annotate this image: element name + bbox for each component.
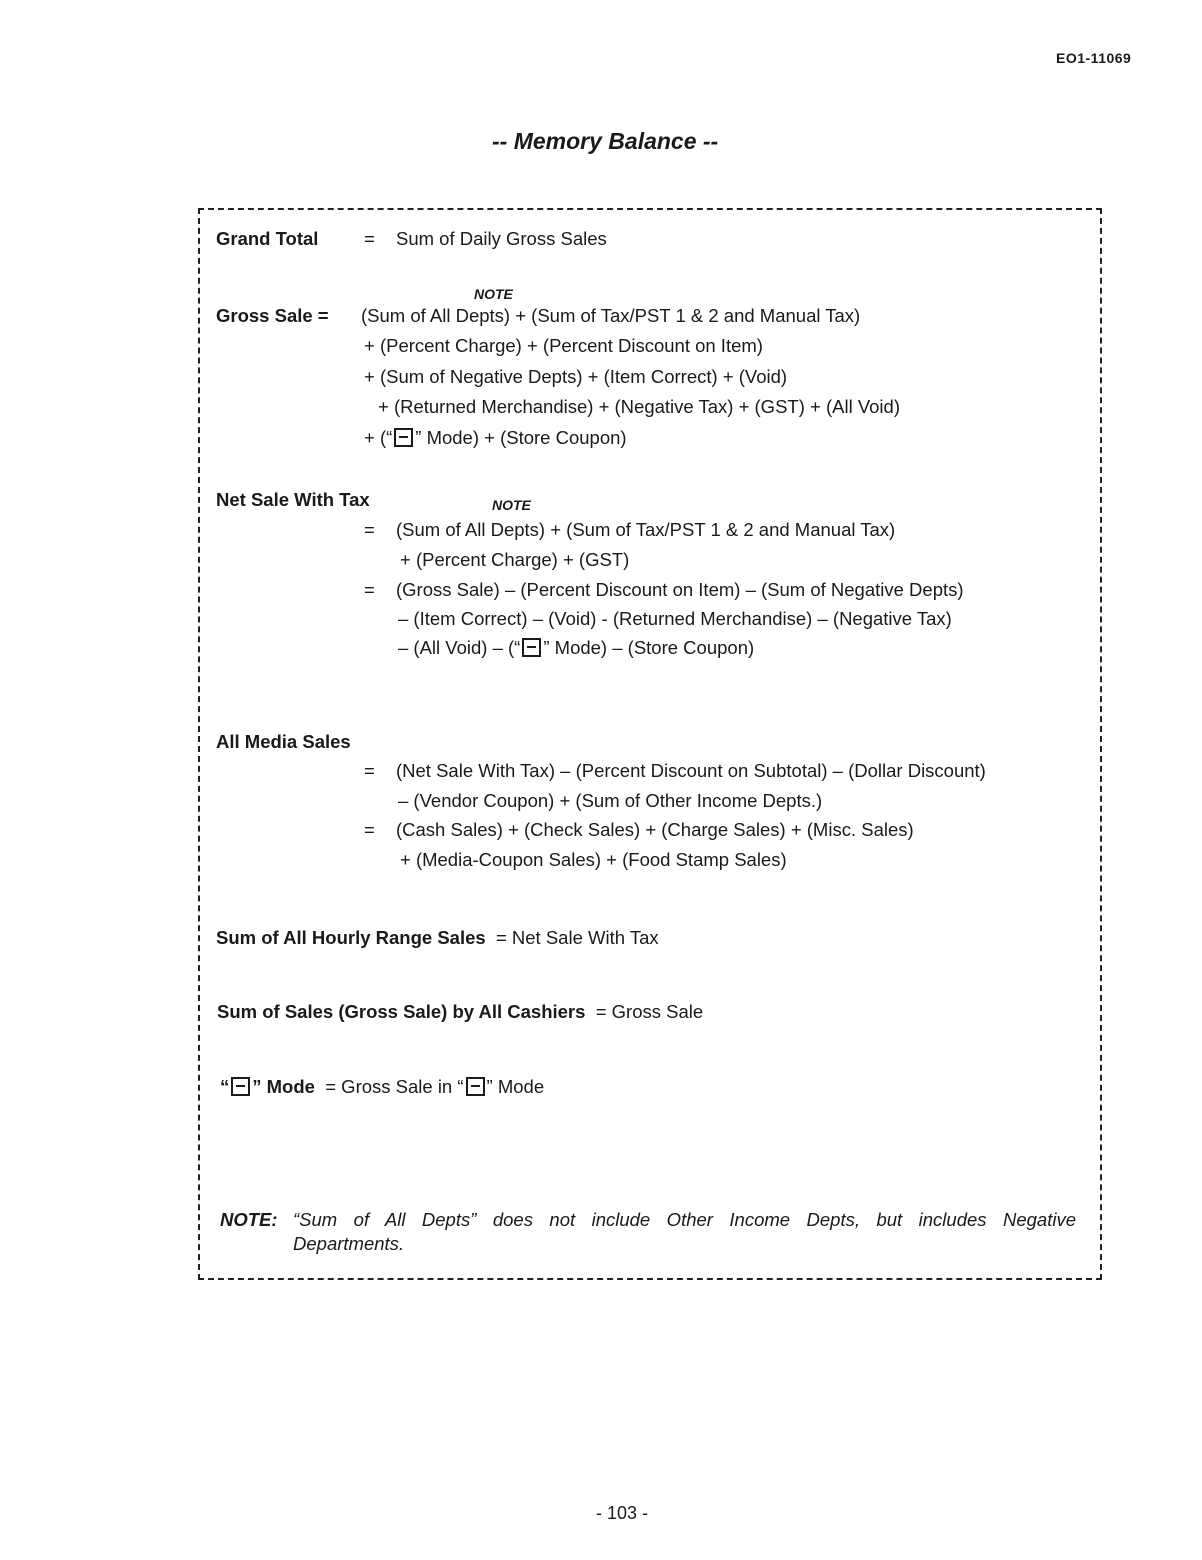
mode-value-pre: = Gross Sale in “ — [325, 1076, 464, 1097]
footnote-label: NOTE: — [220, 1209, 278, 1230]
net-sale-line-5-pre: – (All Void) – (“ — [398, 637, 521, 658]
minus-box-icon — [466, 1077, 485, 1096]
grand-total-value: Sum of Daily Gross Sales — [396, 228, 607, 249]
mode-label-open: “ — [220, 1076, 230, 1097]
minus-box-icon — [231, 1077, 250, 1096]
mode-value-post: ” Mode — [486, 1076, 545, 1097]
gross-sale-label: Gross Sale = — [216, 305, 329, 326]
mode-label-close: ” Mode — [252, 1076, 315, 1097]
mode-row — [220, 1076, 544, 1098]
media-sales-equals-1: = — [364, 760, 375, 781]
net-sale-equals-2: = — [364, 579, 375, 600]
net-sale-line-3: (Gross Sale) – (Percent Discount on Item) – (Sum of Negative Depts) — [396, 579, 964, 600]
gross-sale-line-3: + (Sum of Negative Depts) + (Item Correct) + (Void) — [364, 366, 788, 387]
gross-sale-line-5-post: ” Mode) + (Store Coupon) — [415, 427, 627, 448]
net-sale-line-5-post: ” Mode) – (Store Coupon) — [543, 637, 755, 658]
footnote-line-2: Departments. — [293, 1233, 405, 1254]
grand-total-equals: = — [364, 228, 375, 249]
gross-sale-note-marker: NOTE — [474, 286, 513, 302]
hourly-range-label: Sum of All Hourly Range Sales — [216, 927, 486, 948]
page-number: - 103 - — [596, 1503, 649, 1523]
gross-sale-line-5-pre: + (“ — [364, 427, 393, 448]
gross-sale-line-4: + (Returned Merchandise) + (Negative Tax) + (GST) + (All Void) — [378, 396, 900, 417]
cashiers-row — [217, 1001, 703, 1023]
gross-sale-line-5 — [364, 427, 627, 449]
media-sales-line-1: (Net Sale With Tax) – (Percent Discount on Subtotal) – (Dollar Discount) — [396, 760, 986, 781]
net-sale-line-2: + (Percent Charge) + (GST) — [400, 549, 630, 570]
minus-box-icon — [522, 638, 541, 657]
document-id: EO1-11069 — [1056, 50, 1132, 66]
net-sale-line-5 — [398, 637, 754, 659]
net-sale-equals-1: = — [364, 519, 375, 540]
net-sale-note-marker: NOTE — [492, 497, 531, 513]
cashiers-label: Sum of Sales (Gross Sale) by All Cashiers — [217, 1001, 586, 1022]
grand-total-label: Grand Total — [216, 228, 319, 249]
minus-box-icon — [394, 428, 413, 447]
media-sales-line-4: + (Media-Coupon Sales) + (Food Stamp Sales) — [400, 849, 787, 870]
media-sales-line-3: (Cash Sales) + (Check Sales) + (Charge Sales) + (Misc. Sales) — [396, 819, 914, 840]
gross-sale-line-2: + (Percent Charge) + (Percent Discount on Item) — [364, 335, 763, 356]
gross-sale-line-1: (Sum of All Depts) + (Sum of Tax/PST 1 & 2 and Manual Tax) — [361, 305, 861, 326]
hourly-range-row — [216, 927, 659, 949]
media-sales-label: All Media Sales — [216, 731, 351, 752]
page-title: -- Memory Balance -- — [492, 128, 719, 154]
media-sales-line-2: – (Vendor Coupon) + (Sum of Other Income Depts.) — [398, 790, 823, 811]
net-sale-line-1: (Sum of All Depts) + (Sum of Tax/PST 1 & 2 and Manual Tax) — [396, 519, 896, 540]
net-sale-label: Net Sale With Tax — [216, 489, 370, 510]
hourly-range-value: = Net Sale With Tax — [495, 927, 659, 948]
media-sales-equals-2: = — [364, 819, 375, 840]
net-sale-line-4: – (Item Correct) – (Void) - (Returned Merchandise) – (Negative Tax) — [398, 608, 952, 629]
cashiers-value: = Gross Sale — [595, 1001, 704, 1022]
footnote-line-1: “Sum of All Depts” does not include Other Income Depts, but includes Negative — [293, 1209, 1076, 1230]
